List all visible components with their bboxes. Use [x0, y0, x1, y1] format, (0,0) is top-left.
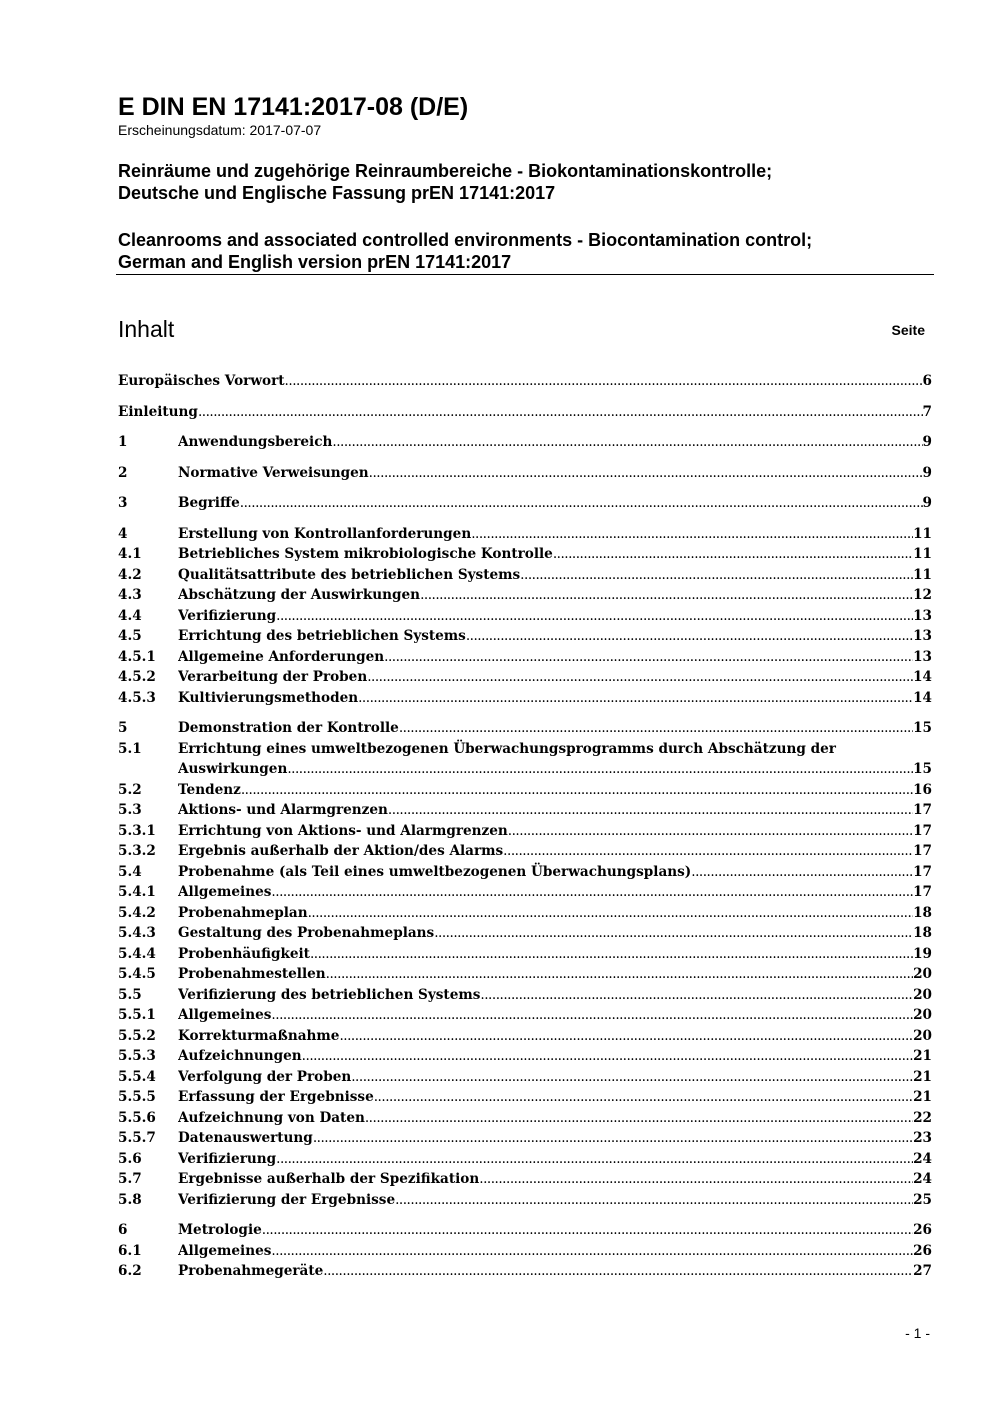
toc-entry-page: 20	[913, 1027, 932, 1044]
toc-entry-page: 17	[913, 843, 932, 859]
toc-entry-number: 6.2	[118, 1263, 142, 1279]
toc-entry-page: 26	[913, 1242, 932, 1259]
toc-entry-leader	[308, 903, 914, 924]
toc-entry-title-wrap	[178, 432, 923, 453]
toc-entry-title-wrap	[178, 565, 913, 586]
toc-entry-title: Allgemeine Anforderungen	[178, 648, 385, 665]
toc-entry-leader	[271, 1241, 913, 1262]
toc-entry-title-wrap	[178, 524, 913, 545]
toc-entry[interactable]	[118, 688, 932, 709]
toc-entry-title-wrap	[178, 1169, 913, 1190]
toc-entry-title-wrap	[178, 1128, 913, 1149]
toc-entry[interactable]	[118, 565, 932, 586]
toc-entry-leader	[520, 565, 913, 586]
toc-entry-number: 5.3.1	[118, 822, 156, 839]
toc-entry-title: Datenauswertung	[178, 1130, 313, 1146]
toc-entry[interactable]	[118, 1026, 932, 1047]
toc-entry-title: Betriebliches System mikrobiologische Kontrolle	[178, 546, 553, 562]
toc-entry-page: 16	[913, 781, 932, 798]
toc-entry-title-wrap	[178, 463, 923, 484]
toc-entry-title-wrap	[178, 821, 913, 842]
toc-entry-title: Verifizierung des betrieblichen Systems	[178, 986, 481, 1003]
toc-entry-leader	[287, 759, 913, 780]
toc-entry-page: 11	[913, 546, 932, 562]
publication-date: Erscheinungsdatum: 2017-07-07	[118, 122, 322, 138]
toc-entry-page: 20	[913, 986, 932, 1003]
toc-entry-number: 5.5.7	[118, 1130, 156, 1146]
toc-entry-leader	[434, 923, 913, 944]
toc-entry-number: 5.2	[118, 781, 142, 798]
toc-entry-line-2	[118, 759, 932, 780]
toc-entry-page: 25	[913, 1191, 932, 1208]
toc-entry[interactable]	[118, 841, 932, 862]
toc-entry[interactable]	[118, 985, 932, 1006]
toc-entry-title-wrap	[178, 862, 913, 883]
toc-entry-page: 14	[913, 669, 932, 685]
toc-entry-title-wrap	[178, 1149, 913, 1170]
toc-entry-number: 5.6	[118, 1150, 142, 1167]
toc-entry-leader	[351, 1067, 913, 1088]
toc-entry-number: 4.5.2	[118, 669, 156, 685]
toc-entry[interactable]	[118, 1261, 932, 1282]
toc-entry-page: 23	[913, 1130, 932, 1146]
toc-entry-leader	[276, 1149, 913, 1170]
toc-entry-number: 6	[118, 1222, 128, 1238]
toc-entry-page: 15	[913, 720, 932, 736]
toc-entry-title-wrap	[178, 688, 913, 709]
toc-entry-title: Verifizierung der Ergebnisse	[178, 1191, 396, 1208]
toc-entry-number: 5	[118, 720, 128, 736]
toc-entry[interactable]	[118, 524, 932, 545]
toc-entry-title: Allgemeines	[178, 884, 272, 900]
toc-entry-title-wrap	[178, 1087, 913, 1108]
toc-entry[interactable]	[118, 1149, 932, 1170]
toc-entry-number: 5.5	[118, 986, 142, 1003]
toc-entry-leader	[471, 524, 913, 545]
toc-entry-number: 1	[118, 434, 128, 450]
toc-entry-title-wrap	[178, 759, 913, 780]
toc-entry-leader	[198, 402, 923, 423]
toc-entry-title: Probenahmegeräte	[178, 1263, 324, 1279]
toc-entry[interactable]	[118, 1067, 932, 1088]
toc-entry-leader	[388, 800, 913, 821]
toc-entry-title: Erstellung von Kontrollanforderungen	[178, 525, 472, 542]
toc-entry-title-wrap	[178, 647, 913, 668]
toc-entry-page: 17	[913, 863, 932, 880]
toc-entry[interactable]	[118, 1046, 932, 1067]
toc-entry-page: 26	[913, 1222, 932, 1238]
title-divider	[116, 274, 934, 275]
toc-entry-page: 20	[913, 1007, 932, 1023]
toc-entry-leader	[369, 463, 923, 484]
toc-entry-number: 2	[118, 464, 128, 481]
toc-entry-title: Probenahmeplan	[178, 904, 308, 921]
toc-entry-title-wrap	[178, 903, 913, 924]
toc-entry[interactable]	[118, 1190, 932, 1211]
page-number: - 1 -	[905, 1325, 930, 1341]
toc-entry[interactable]	[118, 647, 932, 668]
toc-entry-leader	[271, 1005, 913, 1026]
toc-entry-leader	[313, 1128, 913, 1149]
toc-entry-page: 9	[922, 434, 932, 450]
toc-entry-page: 19	[913, 945, 932, 962]
toc-entry-leader	[365, 1108, 913, 1129]
toc-entry-page: 11	[913, 566, 932, 583]
toc-entry-title: Erfassung der Ergebnisse	[178, 1089, 374, 1105]
toc-entry-title-wrap	[178, 964, 913, 985]
toc-entry[interactable]	[118, 821, 932, 842]
toc-entry-page: 14	[913, 689, 932, 706]
toc-entry-page: 21	[913, 1089, 932, 1105]
toc-entry-number: 4.2	[118, 566, 142, 583]
title-english-line-2: German and English version prEN 17141:2017	[118, 252, 512, 272]
toc-entry-title: Begriffe	[178, 495, 240, 511]
toc-entry-title: Korrekturmaßnahme	[178, 1027, 340, 1044]
toc-heading: Inhalt	[118, 316, 175, 342]
toc-entry-page: 24	[913, 1150, 932, 1167]
toc-entry-page: 13	[913, 607, 932, 624]
toc-entry-leader	[374, 1087, 913, 1108]
toc-entry-number: 5.8	[118, 1191, 142, 1208]
toc-entry[interactable]	[118, 626, 932, 647]
toc-entry-number: 4.5.3	[118, 689, 156, 706]
toc-entry-title-wrap	[118, 402, 923, 423]
toc-entry-page: 22	[913, 1109, 932, 1126]
toc-entry-number: 5.4.5	[118, 966, 156, 982]
toc-entry-number: 5.5.4	[118, 1068, 156, 1085]
toc-entry[interactable]	[118, 1108, 932, 1129]
title-english	[118, 229, 812, 273]
toc-entry-leader	[508, 821, 913, 842]
toc-entry-title-wrap	[178, 1241, 913, 1262]
toc-entry-title: Errichtung von Aktions- und Alarmgrenzen	[178, 822, 508, 839]
toc-entry[interactable]	[118, 1087, 932, 1108]
toc-entry-page: 11	[913, 525, 932, 542]
title-german-line-1: Reinräume und zugehörige Reinraumbereiche - Biokontaminationskontrolle;	[118, 161, 773, 181]
toc-entry-title-wrap	[178, 1046, 913, 1067]
toc-entry-number: 5.5.5	[118, 1089, 156, 1105]
toc-entry[interactable]	[118, 1169, 932, 1190]
toc-entry-title: Anwendungsbereich	[178, 434, 333, 450]
toc-entry-page: 18	[913, 925, 932, 941]
toc-entry-number: 5.5.3	[118, 1048, 156, 1064]
toc-entry-leader	[553, 544, 913, 565]
toc-entry-title-wrap	[178, 1005, 913, 1026]
toc-entry[interactable]	[118, 923, 932, 944]
title-german-line-2: Deutsche und Englische Fassung prEN 17141:2017	[118, 183, 556, 203]
toc-entry-leader	[310, 944, 913, 965]
toc-entry-page: 27	[913, 1263, 932, 1279]
toc-entry-title-wrap	[178, 780, 913, 801]
toc-entry-title-wrap	[178, 923, 913, 944]
toc-entry-leader	[420, 585, 913, 606]
toc-entry-leader	[323, 1261, 913, 1282]
toc-entry-page: 17	[913, 822, 932, 839]
toc-entry-title: Errichtung eines umweltbezogenen Überwachungsprogramms durch Abschätzung der	[178, 740, 836, 757]
toc-entry-leader	[302, 1046, 913, 1067]
toc-entry-number: 6.1	[118, 1242, 142, 1259]
toc-entry-title-wrap	[178, 1190, 913, 1211]
toc-entry[interactable]	[118, 964, 932, 985]
toc-entry[interactable]	[118, 1005, 932, 1026]
toc-entry[interactable]	[118, 493, 932, 514]
toc-entry-title-wrap	[118, 371, 923, 392]
toc-entry-title: Tendenz	[178, 781, 241, 798]
toc-entry-leader	[339, 1026, 913, 1047]
toc-entry-title-wrap	[178, 718, 913, 739]
toc-entry-leader	[326, 964, 913, 985]
toc-entry-number: 5.5.2	[118, 1027, 156, 1044]
toc-entry[interactable]	[118, 739, 932, 780]
toc-entry-number: 5.1	[118, 740, 142, 757]
toc-entry-title-wrap	[178, 606, 913, 627]
toc-entry-leader	[271, 882, 913, 903]
toc-entry-title: Kultivierungsmethoden	[178, 689, 359, 706]
toc-entry-page: 20	[913, 966, 932, 982]
toc-entry-number: 5.5.1	[118, 1007, 156, 1023]
toc-entry[interactable]	[118, 1241, 932, 1262]
toc-entry-page: 24	[913, 1171, 932, 1187]
toc-entry-page: 7	[922, 403, 932, 420]
toc-entry[interactable]	[118, 1128, 932, 1149]
toc-entry-title: Ergebnisse außerhalb der Spezifikation	[178, 1171, 480, 1187]
toc-entry-title: Metrologie	[178, 1222, 262, 1238]
toc-entry-title: Europäisches Vorwort	[118, 373, 285, 389]
table-of-contents	[118, 371, 932, 1282]
toc-entry-title: Verarbeitung der Proben	[178, 669, 368, 685]
toc-entry-title: Ergebnis außerhalb der Aktion/des Alarms	[178, 843, 504, 859]
toc-entry[interactable]	[118, 606, 932, 627]
toc-entry[interactable]	[118, 371, 932, 392]
toc-entry[interactable]	[118, 800, 932, 821]
toc-entry-page: 15	[913, 761, 932, 777]
toc-entry-page: 13	[913, 648, 932, 665]
toc-entry-number: 5.4.1	[118, 884, 156, 900]
toc-entry-leader	[332, 432, 922, 453]
toc-entry-page: 17	[913, 884, 932, 900]
toc-entry-number: 4.5	[118, 628, 142, 644]
toc-entry[interactable]	[118, 944, 932, 965]
toc-entry-number: 5.4.2	[118, 904, 156, 921]
toc-entry-title: Aktions- und Alarmgrenzen	[178, 802, 388, 818]
toc-entry-title-wrap	[178, 544, 913, 565]
toc-entry[interactable]	[118, 544, 932, 565]
toc-entry-number: 4.5.1	[118, 648, 156, 665]
document-id: E DIN EN 17141:2017-08 (D/E)	[118, 93, 469, 121]
toc-entry-title-wrap	[178, 626, 913, 647]
toc-entry-number: 5.4.3	[118, 925, 156, 941]
toc-entry-title: Verifizierung	[178, 607, 277, 624]
toc-entry-leader	[276, 606, 913, 627]
toc-entry[interactable]	[118, 432, 932, 453]
toc-entry-title: Qualitätsattribute des betrieblichen Systems	[178, 566, 521, 583]
toc-entry-title: Allgemeines	[178, 1007, 272, 1023]
toc-entry-title-wrap	[178, 841, 913, 862]
toc-entry-number: 4.3	[118, 587, 142, 603]
toc-entry-leader	[480, 985, 913, 1006]
toc-entry-number: 5.4	[118, 863, 142, 880]
toc-entry-title: Abschätzung der Auswirkungen	[178, 587, 421, 603]
toc-entry-page: 21	[913, 1068, 932, 1085]
toc-entry-page: 13	[913, 628, 932, 644]
toc-entry-title-continued: Auswirkungen	[178, 761, 288, 777]
toc-entry-number: 4.4	[118, 607, 142, 624]
toc-entry-leader	[479, 1169, 913, 1190]
toc-entry-title-wrap	[178, 1067, 913, 1088]
toc-entry-title: Probenhäufigkeit	[178, 945, 310, 962]
toc-entry-leader	[358, 688, 913, 709]
toc-entry-title: Verfolgung der Proben	[178, 1068, 352, 1085]
toc-entry[interactable]	[118, 780, 932, 801]
toc-entry-number: 5.3.2	[118, 843, 156, 859]
toc-entry-title: Verifizierung	[178, 1150, 277, 1167]
toc-entry-page: 21	[913, 1048, 932, 1064]
toc-entry-title-wrap	[178, 667, 913, 688]
toc-entry-page: 18	[913, 904, 932, 921]
toc-entry[interactable]	[118, 1220, 932, 1241]
toc-entry-leader	[399, 718, 913, 739]
toc-entry-number: 4	[118, 525, 128, 542]
toc-entry-line-1	[118, 739, 932, 760]
toc-entry[interactable]	[118, 667, 932, 688]
toc-entry-title-wrap	[178, 1261, 913, 1282]
toc-entry-page: 9	[922, 495, 932, 511]
toc-entry-leader	[285, 371, 923, 392]
toc-entry-title: Einleitung	[118, 403, 198, 420]
toc-entry-leader	[503, 841, 913, 862]
toc-entry-page: 17	[913, 802, 932, 818]
toc-entry-title: Errichtung des betrieblichen Systems	[178, 628, 466, 644]
toc-entry-title: Probenahme (als Teil eines umweltbezogenen Überwachungsplans)	[178, 863, 692, 880]
toc-entry-title-wrap	[178, 800, 913, 821]
toc-entry[interactable]	[118, 882, 932, 903]
toc-entry[interactable]	[118, 718, 932, 739]
toc-entry-number: 5.5.6	[118, 1109, 156, 1126]
toc-entry-title-wrap	[178, 882, 913, 903]
toc-entry-leader	[262, 1220, 913, 1241]
toc-entry-number: 5.3	[118, 802, 142, 818]
toc-entry-leader	[240, 493, 923, 514]
toc-entry-title-wrap	[178, 1026, 913, 1047]
toc-entry-number: 5.7	[118, 1171, 142, 1187]
toc-entry-title-wrap	[178, 493, 923, 514]
toc-entry[interactable]	[118, 402, 932, 423]
toc-entry-number: 5.4.4	[118, 945, 156, 962]
toc-entry-title: Allgemeines	[178, 1242, 272, 1259]
toc-entry-page: 6	[922, 373, 932, 389]
toc-entry-title: Probenahmestellen	[178, 966, 326, 982]
toc-entry-title: Gestaltung des Probenahmeplans	[178, 925, 435, 941]
title-german	[118, 160, 772, 204]
toc-entry-leader	[466, 626, 913, 647]
title-english-line-1: Cleanrooms and associated controlled environments - Biocontamination control;	[118, 230, 813, 250]
toc-entry-title: Aufzeichnung von Daten	[178, 1109, 365, 1126]
toc-entry-title-wrap	[178, 985, 913, 1006]
toc-entry[interactable]	[118, 862, 932, 883]
toc-entry[interactable]	[118, 585, 932, 606]
toc-entry-title-wrap	[178, 1220, 913, 1241]
toc-entry-leader	[241, 780, 913, 801]
toc-entry[interactable]	[118, 463, 932, 484]
toc-entry-title-wrap	[178, 1108, 913, 1129]
toc-entry-title-wrap	[178, 585, 913, 606]
toc-entry-page: 12	[913, 587, 932, 603]
toc-entry-title: Aufzeichnungen	[178, 1048, 302, 1064]
toc-entry-leader	[367, 667, 913, 688]
toc-entry-title: Demonstration der Kontrolle	[178, 720, 399, 736]
toc-entry-page: 9	[922, 464, 932, 481]
toc-entry[interactable]	[118, 903, 932, 924]
toc-page-label: Seite	[891, 322, 925, 338]
toc-entry-number: 4.1	[118, 546, 142, 562]
toc-entry-title-wrap	[178, 944, 913, 965]
toc-entry-leader	[395, 1190, 913, 1211]
toc-entry-leader	[691, 862, 913, 883]
toc-entry-number: 3	[118, 495, 128, 511]
toc-entry-leader	[384, 647, 913, 668]
toc-entry-title: Normative Verweisungen	[178, 464, 369, 481]
